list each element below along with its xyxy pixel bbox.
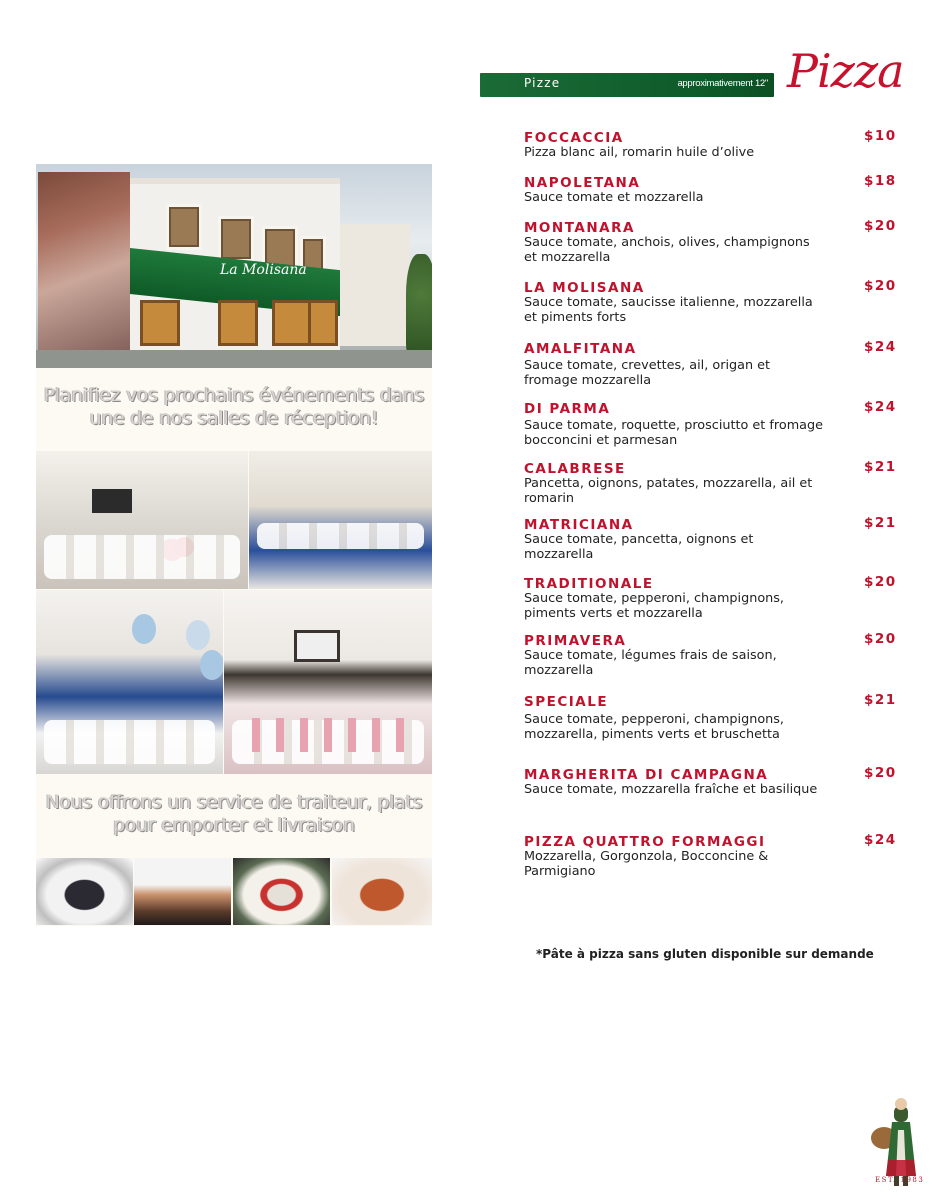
item-price: $24 [864,832,897,848]
item-description: Sauce tomate, légumes frais de saison, mozzarella [524,648,777,678]
item-description: Sauce tomate, anchois, olives, champignons et mozzarella [524,235,810,265]
item-description: Pancetta, oignons, patates, mozzarella, ail et romarin [524,476,813,506]
item-name: AMALFITANA [524,341,637,357]
item-price: $21 [864,515,897,531]
size-note: approximativement 12" [677,78,768,89]
section-header-bar [480,73,774,97]
item-description: Sauce tomate, mozzarella fraîche et basilique [524,782,818,797]
reception-hall-photo [224,590,432,774]
restaurant-logo-figure [868,1090,930,1190]
item-name: FOCCACCIA [524,130,624,146]
item-name: CALABRESE [524,461,626,477]
page-title: Pizza [787,44,904,98]
promo-panel [36,164,432,926]
established-year: EST. 1983 [875,1176,925,1184]
item-description: Sauce tomate et mozzarella [524,190,704,205]
item-name: LA MOLISANA [524,280,645,296]
item-description: Sauce tomate, saucisse italienne, mozzarella et piments forts [524,295,813,325]
item-price: $20 [864,278,897,294]
item-description: Pizza blanc ail, romarin huile d’olive [524,145,755,160]
item-price: $24 [864,399,897,415]
food-photo [233,858,330,925]
item-price: $20 [864,765,897,781]
services-tagline: Nous offrons un service de traiteur, plats pour emporter et livraison [45,791,423,836]
events-tagline: Planifiez vos prochains événements dans une de nos salles de réception! [43,384,425,429]
item-price: $20 [864,631,897,647]
food-photo [36,858,133,925]
food-photo [332,858,432,925]
item-description: Sauce tomate, pancetta, oignons et mozzarella [524,532,754,562]
item-name: PIZZA QUATTRO FORMAGGI [524,834,766,850]
item-name: SPECIALE [524,694,609,710]
item-price: $20 [864,218,897,234]
item-price: $24 [864,339,897,355]
item-name: DI PARMA [524,401,611,417]
storefront-sign: La Molisana [220,262,307,278]
restaurant-storefront-photo [36,164,432,368]
section-label: Pizze [524,76,561,90]
gluten-free-note: *Pâte à pizza sans gluten disponible sur demande [536,947,874,961]
item-description: Mozzarella, Gorgonzola, Bocconcine & Parmigiano [524,849,769,879]
reception-hall-photo [36,451,248,589]
item-price: $10 [864,128,897,144]
item-name: PRIMAVERA [524,633,627,649]
item-name: MONTANARA [524,220,635,236]
item-price: $20 [864,574,897,590]
item-price: $21 [864,692,897,708]
item-name: MATRICIANA [524,517,634,533]
item-description: Sauce tomate, pepperoni, champignons, piments verts et mozzarella [524,591,784,621]
item-name: TRADITIONALE [524,576,654,592]
item-price: $18 [864,173,897,189]
item-price: $21 [864,459,897,475]
item-description: Sauce tomate, roquette, prosciutto et fromage bocconcini et parmesan [524,418,824,448]
reception-hall-photo [249,451,432,589]
item-name: MARGHERITA DI CAMPAGNA [524,767,769,783]
item-description: Sauce tomate, crevettes, ail, origan et fromage mozzarella [524,358,771,388]
reception-hall-photo [36,590,223,774]
food-photo [134,858,231,925]
item-name: NAPOLETANA [524,175,641,191]
item-description: Sauce tomate, pepperoni, champignons, mozzarella, piments verts et bruschetta [524,712,784,742]
